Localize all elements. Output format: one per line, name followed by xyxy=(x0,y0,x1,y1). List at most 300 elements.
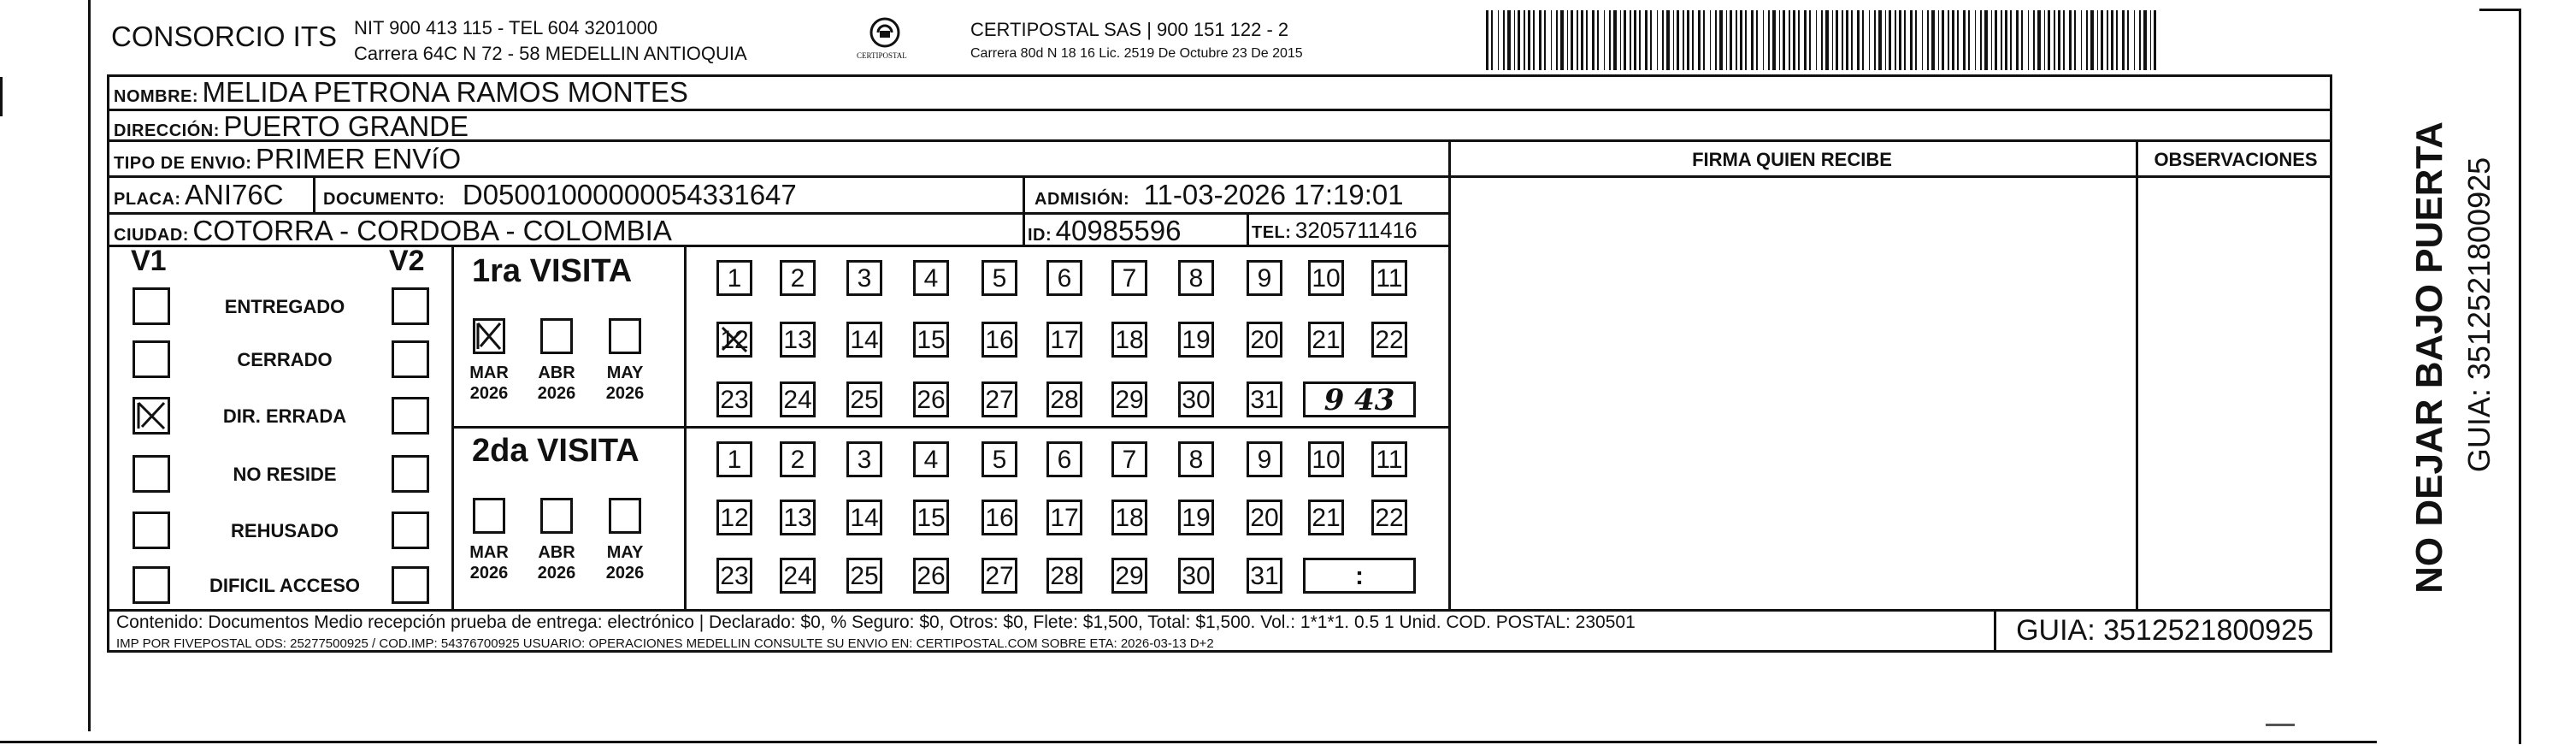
day-number: 24 xyxy=(783,562,812,590)
barcode-bar xyxy=(1938,10,1939,70)
day-number: 11 xyxy=(1376,446,1403,474)
barcode-bar xyxy=(2033,10,2035,70)
barcode-bar xyxy=(1915,10,1917,70)
first-visit-title: 1ra VISITA xyxy=(472,253,633,289)
status-label: ENTREGADO xyxy=(224,296,345,317)
day-number: 26 xyxy=(917,562,946,590)
barcode-bar xyxy=(1657,10,1658,70)
barcode-bar xyxy=(1756,10,1758,70)
day-number: 26 xyxy=(917,386,946,414)
second-visit-day-box[interactable] xyxy=(981,500,1017,535)
address-line: Carrera 64C N 72 - 58 MEDELLIN ANTIOQUIA xyxy=(354,43,747,64)
first-visit-day-box[interactable] xyxy=(846,322,882,358)
direccion-label: DIRECCIÓN: xyxy=(114,121,220,140)
first-visit-month-checkbox[interactable] xyxy=(473,318,505,354)
v2-label: V2 xyxy=(389,245,425,277)
second-visit-day-box[interactable] xyxy=(1046,500,1082,535)
first-visit-day-box[interactable] xyxy=(913,260,949,296)
first-visit-day-box[interactable] xyxy=(1111,322,1147,358)
barcode-bar xyxy=(2054,10,2055,70)
certipostal-line: CERTIPOSTAL SAS | 900 151 122 - 2 xyxy=(970,19,1289,40)
second-visit-day-box[interactable] xyxy=(1308,500,1344,535)
day-number: 31 xyxy=(1250,562,1279,590)
barcode-bar xyxy=(1899,10,1901,70)
barcode-bar xyxy=(1952,10,1954,70)
v1-checkbox[interactable] xyxy=(133,397,170,435)
placa-label: PLACA: xyxy=(114,190,181,209)
second-visit-day-box[interactable] xyxy=(981,558,1017,594)
second-visit-day-box[interactable] xyxy=(1308,441,1344,477)
barcode-bar xyxy=(1514,10,1515,70)
barcode-bar xyxy=(1885,10,1886,70)
row-sep-6 xyxy=(107,609,2332,612)
barcode-bar xyxy=(2101,10,2103,70)
v1-checkbox[interactable] xyxy=(133,287,170,325)
day-number: 11 xyxy=(1376,264,1403,293)
first-visit-day-box[interactable] xyxy=(780,381,816,417)
v1-label: V1 xyxy=(131,245,167,277)
barcode-bar xyxy=(2086,10,2088,70)
barcode-bar xyxy=(2048,10,2050,70)
second-visit-day-box[interactable] xyxy=(1247,441,1282,477)
v2-checkbox[interactable] xyxy=(392,512,429,549)
day-number: 28 xyxy=(1050,562,1079,590)
day-number: 29 xyxy=(1115,386,1144,414)
barcode-bar xyxy=(2139,10,2141,70)
tel-sep xyxy=(1247,212,1249,245)
first-visit-day-box[interactable] xyxy=(1308,322,1344,358)
barcode-bar xyxy=(1677,10,1679,70)
day-number: 4 xyxy=(923,264,939,293)
second-visit-day-box[interactable] xyxy=(1178,500,1214,535)
tel-row xyxy=(1252,217,1418,244)
v2-checkbox[interactable] xyxy=(392,287,429,325)
placa-sep xyxy=(313,175,315,212)
second-visit-day-box[interactable] xyxy=(716,558,752,594)
barcode-bar xyxy=(2107,10,2108,70)
first-visit-day-box[interactable] xyxy=(1111,381,1147,417)
footer-guia: GUIA: 3512521800925 xyxy=(2016,614,2314,647)
status-visit-sep xyxy=(451,245,454,609)
day-number: 12 xyxy=(720,504,749,532)
side-warning: NO DEJAR BAJO PUERTA xyxy=(2408,121,2450,594)
day-number: 16 xyxy=(985,326,1014,354)
barcode-bar xyxy=(2134,10,2135,70)
company-name: CONSORCIO ITS xyxy=(111,21,338,52)
barcode-bar xyxy=(1524,10,1525,70)
second-visit-month-checkbox[interactable] xyxy=(609,498,641,534)
v2-checkbox[interactable] xyxy=(392,340,429,378)
second-visit-day-box[interactable] xyxy=(981,441,1017,477)
barcode-bar xyxy=(1975,10,1976,70)
barcode-bar xyxy=(1577,10,1578,70)
barcode-bar xyxy=(1518,10,1520,70)
barcode-bar xyxy=(2037,10,2041,70)
barcode-bar xyxy=(1763,10,1764,70)
right-bracket-top xyxy=(2479,9,2520,11)
first-visit-month-label: MAY 2026 xyxy=(605,364,645,403)
status-label: DIFICIL ACCESO xyxy=(209,575,360,596)
v2-checkbox[interactable] xyxy=(392,566,429,604)
firma-label: FIRMA QUIEN RECIBE xyxy=(1692,149,1892,170)
ciudad-value: COTORRA - CORDOBA - COLOMBIA xyxy=(192,215,672,246)
first-visit-month-checkbox[interactable] xyxy=(540,318,573,354)
second-visit-day-box[interactable] xyxy=(913,500,949,535)
barcode-bar xyxy=(1789,10,1790,70)
barcode-bar xyxy=(1857,10,1860,70)
barcode-bar xyxy=(1804,10,1807,70)
day-number: 18 xyxy=(1115,326,1144,354)
first-visit-month-checkbox[interactable] xyxy=(609,318,641,354)
barcode-bar xyxy=(1586,10,1588,70)
barcode-bar xyxy=(1710,10,1711,70)
barcode-bar xyxy=(1904,10,1906,70)
first-visit-day-box[interactable] xyxy=(1111,260,1147,296)
barcode-bar xyxy=(1809,10,1811,70)
first-visit-day-box[interactable] xyxy=(1371,322,1407,358)
second-visit-day-box[interactable] xyxy=(716,441,752,477)
barcode-bar xyxy=(1825,10,1829,70)
second-visit-day-box[interactable] xyxy=(1046,558,1082,594)
left-edge-line xyxy=(0,77,3,116)
day-number: 5 xyxy=(992,264,1007,293)
barcode-bar xyxy=(1745,10,1747,70)
second-visit-day-box[interactable] xyxy=(1247,558,1282,594)
barcode xyxy=(1486,10,2161,70)
first-visit-day-box[interactable] xyxy=(1247,322,1282,358)
barcode-bar xyxy=(1503,10,1505,70)
barcode-bar xyxy=(1798,10,1800,70)
admision-row xyxy=(1035,179,1404,211)
v2-checkbox[interactable] xyxy=(392,455,429,493)
day-number: 19 xyxy=(1182,504,1211,532)
barcode-bar xyxy=(1634,10,1636,70)
barcode-bar xyxy=(1556,10,1558,70)
first-visit-day-box[interactable] xyxy=(1046,260,1082,296)
barcode-bar xyxy=(1980,10,1982,70)
barcode-bar xyxy=(2016,10,2019,70)
first-visit-day-box[interactable] xyxy=(1308,260,1344,296)
row-sep-3 xyxy=(107,175,2332,178)
second-visit-day-box[interactable] xyxy=(846,500,882,535)
firma-left-border xyxy=(1448,139,1451,610)
ciudad-row xyxy=(114,215,672,247)
day-number: 2 xyxy=(790,446,805,474)
second-visit-day-box[interactable] xyxy=(780,558,816,594)
second-visit-day-box[interactable] xyxy=(780,441,816,477)
first-visit-day-box[interactable] xyxy=(1371,260,1407,296)
first-visit-day-box[interactable] xyxy=(780,322,816,358)
barcode-bar xyxy=(1730,10,1732,70)
nombre-value: MELIDA PETRONA RAMOS MONTES xyxy=(202,76,688,108)
first-visit-month-label: MAR 2026 xyxy=(469,364,509,403)
first-visit-day-box[interactable] xyxy=(716,260,752,296)
status-bottom-line xyxy=(451,426,1449,429)
second-visit-time-box[interactable]: : xyxy=(1303,558,1416,594)
first-visit-day-box[interactable] xyxy=(913,322,949,358)
placa-value: ANI76C xyxy=(185,179,284,210)
barcode-bar xyxy=(1703,10,1705,70)
v2-checkbox[interactable] xyxy=(392,397,429,435)
first-visit-day-box[interactable] xyxy=(1247,381,1282,417)
first-visit-time-box[interactable]: 9 43 xyxy=(1303,381,1416,417)
day-number: 20 xyxy=(1250,326,1279,354)
barcode-bar xyxy=(1927,10,1929,70)
barcode-bar xyxy=(1948,10,1949,70)
barcode-bar xyxy=(1604,10,1605,70)
first-visit-day-box[interactable] xyxy=(1046,381,1082,417)
barcode-bar xyxy=(1910,10,1913,70)
day-number: 3 xyxy=(857,446,872,474)
tipo-row xyxy=(114,143,461,175)
barcode-bar xyxy=(1895,10,1896,70)
day-number: 15 xyxy=(917,326,946,354)
day-number: 1 xyxy=(727,446,742,474)
second-visit-day-box[interactable] xyxy=(1178,558,1214,594)
second-visit-month-label: ABR 2026 xyxy=(537,543,576,582)
month-day-sep xyxy=(684,245,687,609)
day-number: 25 xyxy=(850,562,879,590)
second-visit-day-box[interactable] xyxy=(1111,500,1147,535)
day-number: 6 xyxy=(1057,264,1072,293)
day-number: 10 xyxy=(1312,446,1341,474)
documento-row xyxy=(323,179,797,211)
barcode-bar xyxy=(1736,10,1737,70)
second-visit-day-box[interactable] xyxy=(716,500,752,535)
day-number: 25 xyxy=(850,386,879,414)
day-number: 23 xyxy=(720,386,749,414)
barcode-bar xyxy=(1842,10,1843,70)
v1-checkbox[interactable] xyxy=(133,512,170,549)
first-visit-day-box[interactable] xyxy=(913,381,949,417)
id-label: ID: xyxy=(1028,226,1052,245)
first-visit-day-box[interactable] xyxy=(1178,322,1214,358)
day-number: 13 xyxy=(783,326,812,354)
second-visit-month-checkbox[interactable] xyxy=(473,498,505,534)
obs-left-border xyxy=(2136,139,2138,610)
direccion-value: PUERTO GRANDE xyxy=(223,110,469,142)
v1-checkbox[interactable] xyxy=(133,566,170,604)
day-number: 22 xyxy=(1375,504,1404,532)
barcode-bar xyxy=(1571,10,1573,70)
barcode-bar xyxy=(2028,10,2029,70)
day-number: 9 xyxy=(1257,446,1272,474)
day-number: 4 xyxy=(923,446,939,474)
form-left-border xyxy=(88,0,91,731)
barcode-bar xyxy=(1698,10,1701,70)
day-number: 8 xyxy=(1188,446,1204,474)
barcode-bar xyxy=(1609,10,1611,70)
first-visit-day-box[interactable] xyxy=(981,260,1017,296)
barcode-bar xyxy=(1539,10,1541,70)
day-number: 3 xyxy=(857,264,872,293)
barcode-bar xyxy=(1751,10,1754,70)
documento-label: DOCUMENTO: xyxy=(323,190,445,209)
barcode-bar xyxy=(1645,10,1648,70)
barcode-bar xyxy=(1836,10,1838,70)
first-visit-day-box[interactable] xyxy=(1247,260,1282,296)
barcode-bar xyxy=(1816,10,1817,70)
barcode-bar xyxy=(2127,10,2129,70)
id-value: 40985596 xyxy=(1055,215,1182,246)
first-visit-day-box[interactable] xyxy=(716,381,752,417)
barcode-bar xyxy=(1567,10,1568,70)
first-visit-day-box[interactable] xyxy=(846,381,882,417)
day-number: 13 xyxy=(783,504,812,532)
tel-value: 3205711416 xyxy=(1294,217,1418,243)
certipostal-logo xyxy=(855,15,915,65)
day-number: 27 xyxy=(985,562,1014,590)
second-visit-day-box[interactable] xyxy=(1111,441,1147,477)
barcode-bar xyxy=(1507,10,1511,70)
second-visit-day-box[interactable] xyxy=(1247,500,1282,535)
barcode-bar xyxy=(1779,10,1780,70)
admision-value: 11-03-2026 17:19:01 xyxy=(1143,179,1404,210)
tel-label: TEL: xyxy=(1252,223,1292,242)
barcode-bar xyxy=(1673,10,1674,70)
day-number: 21 xyxy=(1312,326,1341,354)
day-number: 6 xyxy=(1057,446,1072,474)
barcode-bar xyxy=(1878,10,1882,70)
corner-scribble xyxy=(2266,724,2295,726)
second-visit-month-label: MAR 2026 xyxy=(469,543,509,582)
barcode-bar xyxy=(1719,10,1723,70)
barcode-bar xyxy=(2063,10,2065,70)
documento-value: D0500100000005433164​7 xyxy=(462,179,797,210)
first-visit-month-label: ABR 2026 xyxy=(537,364,576,403)
second-visit-day-box[interactable] xyxy=(1371,441,1407,477)
barcode-bar xyxy=(1768,10,1770,70)
second-visit-day-box[interactable] xyxy=(913,441,949,477)
barcode-bar xyxy=(1544,10,1546,70)
barcode-bar xyxy=(1715,10,1717,70)
barcode-bar xyxy=(1740,10,1742,70)
v1-checkbox[interactable] xyxy=(133,455,170,493)
barcode-bar xyxy=(1984,10,1988,70)
second-visit-month-checkbox[interactable] xyxy=(540,498,573,534)
admision-label: ADMISIÓN: xyxy=(1035,190,1130,209)
second-visit-day-box[interactable] xyxy=(1046,441,1082,477)
barcode-bar xyxy=(1793,10,1795,70)
barcode-bar xyxy=(1666,10,1670,70)
barcode-bar xyxy=(2001,10,2002,70)
second-visit-month-label: MAY 2026 xyxy=(605,543,645,582)
barcode-bar xyxy=(1832,10,1833,70)
first-visit-day-box[interactable] xyxy=(1178,260,1214,296)
day-number: 27 xyxy=(985,386,1014,414)
barcode-bar xyxy=(2021,10,2023,70)
first-visit-day-box[interactable] xyxy=(716,322,752,358)
nit-line: NIT 900 413 115 - TEL 604 3201000 xyxy=(354,17,658,38)
barcode-bar xyxy=(1687,10,1689,70)
first-visit-day-box[interactable] xyxy=(1046,322,1082,358)
barcode-bar xyxy=(1639,10,1641,70)
barcode-bar xyxy=(2074,10,2076,70)
second-visit-day-box[interactable] xyxy=(846,558,882,594)
day-number: 19 xyxy=(1182,326,1211,354)
bottom-edge-line xyxy=(0,741,2377,743)
day-number: 31 xyxy=(1250,386,1279,414)
day-number: 18 xyxy=(1115,504,1144,532)
barcode-bar xyxy=(2116,10,2118,70)
day-number: 8 xyxy=(1188,264,1204,293)
second-visit-day-box[interactable] xyxy=(780,500,816,535)
barcode-bar xyxy=(1551,10,1552,70)
barcode-bar xyxy=(1968,10,1970,70)
barcode-bar xyxy=(2069,10,2072,70)
barcode-bar xyxy=(1874,10,1876,70)
barcode-bar xyxy=(1991,10,1992,70)
first-visit-day-box[interactable] xyxy=(981,381,1017,417)
day-number: 21 xyxy=(1312,504,1341,532)
barcode-bar xyxy=(1650,10,1652,70)
status-label: REHUSADO xyxy=(231,520,339,541)
day-number: 17 xyxy=(1050,326,1079,354)
day-number: 30 xyxy=(1182,386,1211,414)
first-visit-day-box[interactable] xyxy=(981,322,1017,358)
footer-line-1: Contenido: Documentos Medio recepción prueba de entrega: electrónico | Declarado: $0, % Seguro: $0, Otros: $0, Flete: $1,500, Total: $1,500. Vol.: 1*1*1. 0.5 1 Unid. COD. POSTAL: 230501 xyxy=(116,612,1636,632)
barcode-bar xyxy=(2097,10,2098,70)
right-bracket-line xyxy=(2519,9,2521,744)
barcode-bar xyxy=(2090,10,2094,70)
barcode-bar xyxy=(2150,10,2151,70)
barcode-bar xyxy=(1683,10,1684,70)
barcode-bar xyxy=(1726,10,1727,70)
day-number: 24 xyxy=(783,386,812,414)
second-visit-day-box[interactable] xyxy=(913,558,949,594)
barcode-bar xyxy=(1533,10,1535,70)
second-visit-day-box[interactable] xyxy=(1371,500,1407,535)
first-visit-day-box[interactable] xyxy=(780,260,816,296)
barcode-bar xyxy=(1889,10,1891,70)
day-number: 9 xyxy=(1257,264,1272,293)
barcode-bar xyxy=(1498,10,1499,70)
day-number: 22 xyxy=(1375,326,1404,354)
barcode-bar xyxy=(1821,10,1823,70)
barcode-bar xyxy=(2143,10,2147,70)
day-number: 23 xyxy=(720,562,749,590)
barcode-bar xyxy=(2010,10,2012,70)
barcode-bar xyxy=(1963,10,1966,70)
barcode-bar xyxy=(2111,10,2113,70)
barcode-bar xyxy=(1597,10,1599,70)
second-visit-day-box[interactable] xyxy=(1178,441,1214,477)
barcode-bar xyxy=(1957,10,1959,70)
tipo-value: PRIMER ENVíO xyxy=(255,143,462,174)
barcode-bar xyxy=(2122,10,2125,70)
first-visit-day-box[interactable] xyxy=(846,260,882,296)
status-label: CERRADO xyxy=(237,349,333,370)
day-number: 20 xyxy=(1250,504,1279,532)
barcode-bar xyxy=(1692,10,1694,70)
first-visit-day-box[interactable] xyxy=(1178,381,1214,417)
v1-checkbox[interactable] xyxy=(133,340,170,378)
barcode-bar xyxy=(1560,10,1564,70)
second-visit-day-box[interactable] xyxy=(846,441,882,477)
barcode-bar xyxy=(1630,10,1631,70)
day-number: 30 xyxy=(1182,562,1211,590)
second-visit-day-box[interactable] xyxy=(1111,558,1147,594)
barcode-bar xyxy=(1620,10,1621,70)
barcode-bar xyxy=(1491,10,1493,70)
tipo-label: TIPO DE ENVIO: xyxy=(114,154,252,173)
ciudad-label: CIUDAD: xyxy=(114,226,189,245)
side-guia: GUIA: 3512521800925 xyxy=(2461,157,2496,473)
footer-guia-sep xyxy=(1994,609,1996,653)
barcode-bar xyxy=(1592,10,1595,70)
barcode-bar xyxy=(1922,10,1923,70)
barcode-bar xyxy=(2044,10,2045,70)
